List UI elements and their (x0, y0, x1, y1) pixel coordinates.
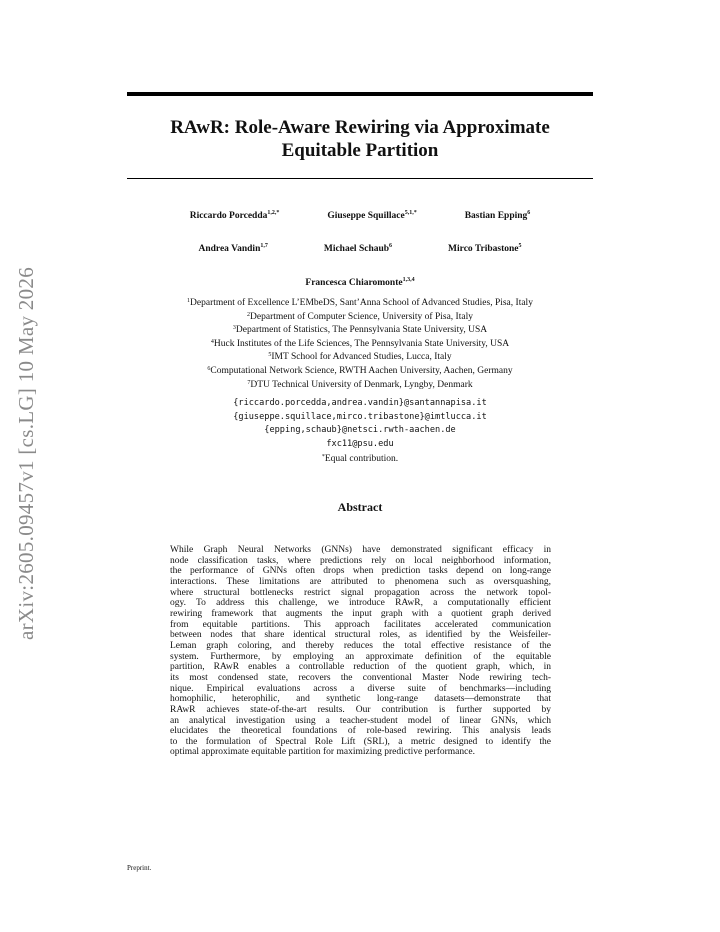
arxiv-identifier: arXiv:2605.09457v1 [cs.LG] 10 May 2026 (13, 266, 38, 640)
abstract-line: its most condensed state, recovers the conventional Master Node rewiring tech- (170, 672, 551, 683)
email-address[interactable]: {riccardo.porcedda,andrea.vandin}@santannapisa.it (233, 398, 487, 408)
abstract-line: nique. Empirical evaluations across a diverse suite of benchmarks—including (170, 683, 551, 694)
author-affiliation-marker: 1,3,4 (402, 277, 415, 283)
title-bottom-rule (127, 178, 593, 179)
affiliation-text: IMT School for Advanced Studies, Lucca, Italy (271, 352, 452, 363)
affiliation-marker: 1 (187, 298, 191, 304)
author (190, 211, 280, 221)
equal-contribution-text: Equal contribution. (324, 454, 399, 464)
preprint-footer: Preprint. (127, 864, 152, 872)
email-address[interactable]: {epping,schaub}@netsci.rwth-aachen.de (264, 425, 456, 436)
affiliation (110, 311, 610, 325)
abstract-body (170, 545, 551, 758)
affiliation-text: Department of Computer Science, University of Pisa, Italy (250, 311, 473, 322)
abstract-line: to the formulation of Spectral Role Lift (SRL), a metric designed to identify the (170, 736, 551, 747)
affiliation-marker: 7 (247, 379, 251, 386)
equal-contribution-marker: * (321, 454, 325, 460)
affiliation (110, 338, 610, 352)
abstract-line: ogy. To address this challenge, we introduce RAwR, a computationally efficient (170, 598, 551, 609)
author (327, 211, 416, 221)
affiliation (110, 379, 610, 393)
author-affiliation-marker: 5 (518, 243, 522, 249)
author-affiliation-marker: 1,2,* (267, 210, 280, 216)
abstract-line: homophilic, heterophilic, and synthetic long-range datasets—demonstrate that (170, 694, 551, 705)
affiliation-text: Computational Network Science, RWTH Aachen University, Aachen, Germany (210, 365, 513, 376)
author-row (127, 211, 593, 221)
author-row (127, 244, 593, 254)
affiliation-marker: 5 (268, 352, 272, 359)
abstract-line: system. Furthermore, by employing an approximate definition of the equitable (170, 651, 551, 662)
abstract-line: rewiring framework that augments the input graph with a quotient graph derived (170, 608, 551, 619)
abstract-line: optimal approximate equitable partition for maximizing predictive performance. (170, 747, 475, 758)
title-line: RAwR: Role-Aware Rewiring via Approximate (170, 117, 550, 138)
author-name: Bastian Epping (464, 211, 528, 221)
affiliation-text: Huck Institutes of the Life Sciences, The Pennsylvania State University, USA (213, 338, 510, 349)
author (198, 244, 267, 254)
abstract-line: the performance of GNNs often drops when prediction tasks depend on long-range (170, 566, 551, 577)
author-affiliation-marker: 6 (389, 243, 393, 249)
abstract-line: where structural bottlenecks restrict signal propagation across the network topol- (170, 587, 551, 598)
author-row (127, 278, 593, 288)
abstract-line: interactions. These limitations are attributed to phenomena such as oversquashing, (170, 576, 551, 587)
equal-contribution-note (110, 454, 610, 464)
affiliation (110, 297, 610, 311)
author (465, 211, 531, 221)
affiliation-marker: 6 (207, 365, 211, 372)
affiliation-list (110, 297, 610, 392)
abstract-line: elucidates the theoretical foundations of role-based rewiring. This analysis leads (170, 726, 551, 737)
author (305, 278, 414, 288)
author-name: Mirco Tribastone (448, 244, 519, 254)
affiliation-text: Department of Excellence L’EMbeDS, Sant’Anna School of Advanced Studies, Pisa, Italy (190, 298, 533, 308)
author-affiliation-marker: 6 (527, 210, 531, 216)
affiliation (110, 324, 610, 338)
email-address[interactable]: {giuseppe.squillace,mirco.tribastone}@imtlucca.it (233, 411, 487, 422)
email-address[interactable]: fxc11@psu.edu (326, 438, 394, 449)
affiliation-text: Department of Statistics, The Pennsylvania State University, USA (235, 325, 488, 336)
abstract-line: an analytical investigation using a teacher-student model of linear GNNs, which (170, 715, 551, 726)
author-name: Riccardo Porcedda (189, 211, 268, 221)
author-affiliation-marker: 1,7 (260, 243, 268, 249)
abstract-line: from equitable partitions. This approach facilitates accelerated communication (170, 619, 551, 630)
author (448, 244, 521, 254)
paper-title (127, 116, 593, 162)
abstract-line: RAwR achieves state-of-the-art results. Our contribution is further supported by (170, 704, 551, 715)
arxiv-sidebar-stamp (8, 258, 44, 648)
title-line: Equitable Partition (281, 140, 439, 161)
affiliation-marker: 3 (232, 325, 236, 332)
author (324, 244, 392, 254)
author-affiliation-marker: 5,1,* (404, 210, 417, 216)
affiliation-text: DTU Technical University of Denmark, Lyngby, Denmark (250, 379, 473, 390)
abstract-line: node classification tasks, where predictions rely on local neighborhood information, (170, 555, 551, 566)
author-name: Andrea Vandin (198, 244, 261, 254)
affiliation (110, 365, 610, 379)
affiliation-marker: 4 (210, 338, 214, 345)
author-name: Giuseppe Squillace (327, 211, 405, 221)
affiliation (110, 351, 610, 365)
affiliation-marker: 2 (247, 311, 251, 318)
abstract-line: between nodes that share identical structural roles, as identified by the Weisfeiler- (170, 630, 551, 641)
abstract-line: While Graph Neural Networks (GNNs) have demonstrated significant efficacy in (170, 545, 551, 555)
abstract-line: Leman graph coloring, and thereby reduces the total effective resistance of the (170, 640, 551, 651)
email-list (110, 397, 610, 451)
title-top-rule (127, 92, 593, 96)
abstract-line: partition, RAwR enables a controllable reduction of the quotient graph, which, in (170, 662, 551, 673)
abstract-heading: Abstract (337, 500, 383, 514)
author-name: Francesca Chiaromonte (305, 278, 403, 288)
author-name: Michael Schaub (323, 244, 390, 254)
